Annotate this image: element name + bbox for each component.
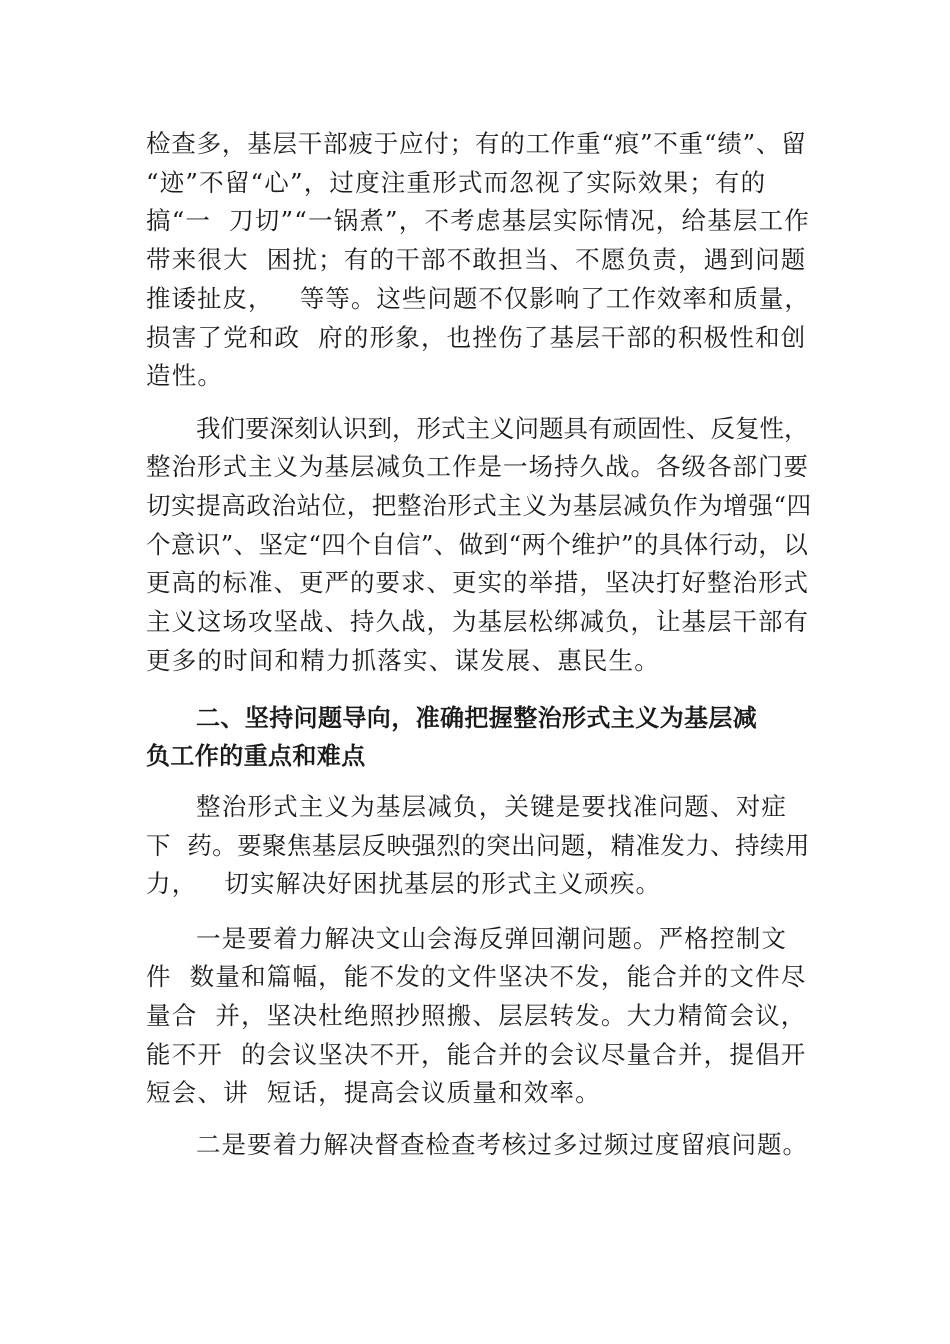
paragraph-2-line-4: 个意识”、坚定“四个自信”、做到“两个维护”的具体行动，以 xyxy=(146,530,809,559)
paragraph-5-line-1: 二是要着力解决督查检查考核过多过频过度留痕问题。 xyxy=(196,1130,808,1159)
paragraph-2-line-3: 切实提高政治站位，把整治形式主义为基层减负作为增强“四 xyxy=(146,491,812,520)
paragraph-2-line-2: 整治形式主义为基层减负工作是一场持久战。各级各部门要 xyxy=(146,452,809,481)
paragraph-3-line-1: 整治形式主义为基层减负，关键是要找准问题、对症 xyxy=(196,792,788,821)
paragraph-1-line-7: 造性。 xyxy=(146,361,224,390)
section-heading-line-1: 二、坚持问题导向，准确把握整治形式主义为基层减 xyxy=(196,704,758,732)
paragraph-1-line-4: 带来很大 困扰；有的干部不敢担当、不愿负责，遇到问题 xyxy=(146,245,807,274)
paragraph-3-line-2: 下 药。要聚焦基层反映强烈的突出问题，精准发力、持续用 xyxy=(146,831,810,860)
paragraph-4-line-4: 能不开 的会议坚决不开，能合并的会议尽量合并，提倡开 xyxy=(146,1040,807,1069)
paragraph-2-line-6: 主义这场攻坚战、持久战，为基层松绑减负，让基层干部有 xyxy=(146,607,809,636)
paragraph-1-line-2: “迹”不留“心”，过度注重形式而忽视了实际效果；有的 xyxy=(146,168,767,197)
paragraph-4-line-1: 一是要着力解决文山会海反弹回潮问题。严格控制文 xyxy=(196,924,788,953)
paragraph-2-line-5: 更高的标准、更严的要求、更实的举措，坚决打好整治形式 xyxy=(146,568,809,597)
paragraph-1-line-6: 损害了党和政 府的形象，也挫伤了基层干部的积极性和创 xyxy=(146,323,807,352)
paragraph-4-line-5: 短会、讲 短话，提高会议质量和效率。 xyxy=(146,1078,601,1107)
paragraph-4-line-2: 件 数量和篇幅，能不发的文件坚决不发，能合并的文件尽 xyxy=(146,962,807,991)
paragraph-2-line-1: 我们要深刻认识到，形式主义问题具有顽固性、反复性， xyxy=(196,414,809,443)
paragraph-1-line-5: 推诿扯皮， 等等。这些问题不仅影响了工作效率和质量， xyxy=(146,284,810,313)
paragraph-4-line-3: 量合 并，坚决杜绝照抄照搬、层层转发。大力精简会议， xyxy=(146,1001,807,1030)
paragraph-2-line-7: 更多的时间和精力抓落实、谋发展、惠民生。 xyxy=(146,646,660,675)
paragraph-3-line-3: 力， 切实解决好困扰基层的形式主义顽疾。 xyxy=(146,869,662,898)
paragraph-1-line-3: 搞“一 刀切”“一锅煮”，不考虑基层实际情况，给基层工作 xyxy=(146,206,810,235)
paragraph-1-line-1: 检查多，基层干部疲于应付；有的工作重“痕”不重“绩”、留 xyxy=(146,129,807,158)
section-heading-line-2: 负工作的重点和难点 xyxy=(146,742,366,770)
